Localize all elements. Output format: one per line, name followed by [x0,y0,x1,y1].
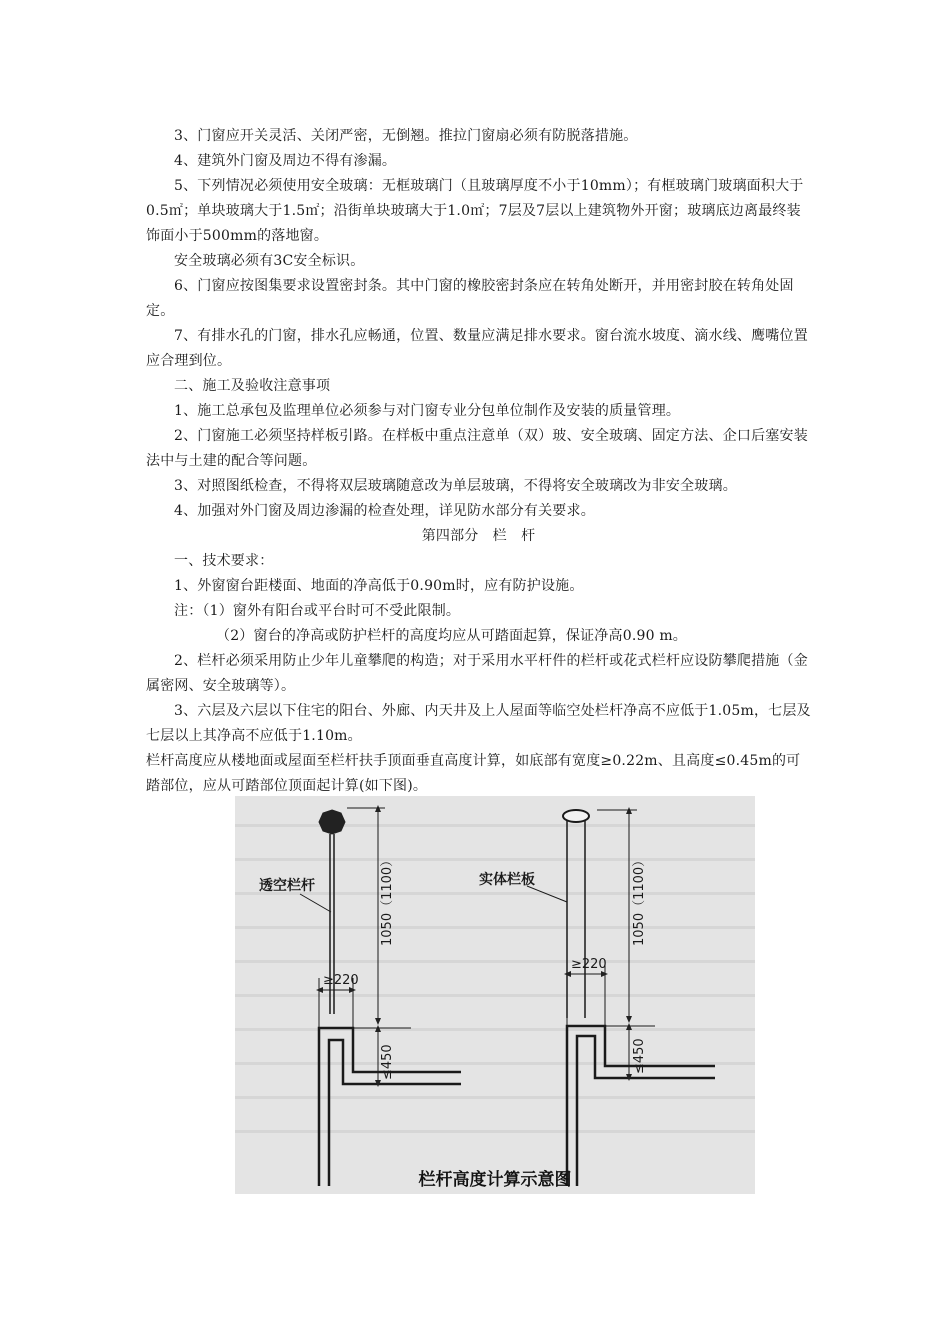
paragraph-5: 5、下列情况必须使用安全玻璃：无框玻璃门（且玻璃厚度不小于10mm）；有框玻璃门玻璃面积大于0.5㎡；单块玻璃大于1.5㎡；沿街单块玻璃大于1.0㎡；7层及7层以上建筑物外开窗；玻璃底边离最终装饰面小于500mm的落地窗。 [146,178,804,244]
paragraph-s2-4: 4、加强对外门窗及周边渗漏的检查处理，详见防水部分有关要求。 [174,503,595,519]
label-solid-panel: 实体栏板 [479,872,535,888]
dim-width-right: ≥220 [571,957,607,972]
note-2: （2）窗台的净高或防护栏杆的高度均应从可踏面起算，保证净高0.90 m。 [216,628,688,644]
paragraph-7: 7、有排水孔的门窗，排水孔应畅通，位置、数量应满足排水要求。窗台流水坡度、滴水线、鹰嘴位置应合理到位。 [146,328,808,369]
paragraph-t1-4: 栏杆高度应从楼地面或屋面至栏杆扶手顶面垂直高度计算，如底部有宽度≥0.22m、且高度≤0.45m的可踏部位，应从可踏部位顶面起计算(如下图)。 [146,753,801,794]
tech-heading: 一、技术要求： [174,553,274,569]
paragraph-4: 4、建筑外门窗及周边不得有渗漏。 [174,153,397,169]
paragraph-t1-3: 3、六层及六层以下住宅的阳台、外廊、内天井及上人屋面等临空处栏杆净高不应低于1.05m，七层及七层以上其净高不应低于1.10m。 [146,703,811,744]
part-heading: 第四部分 栏 杆 [421,528,536,544]
paragraph-5b: 安全玻璃必须有3C安全标识。 [174,253,365,269]
paragraph-s2-3: 3、对照图纸检查，不得将双层玻璃随意改为单层玻璃，不得将安全玻璃改为非安全玻璃。 [174,478,737,494]
paragraph-t1-2: 2、栏杆必须采用防止少年儿童攀爬的构造；对于采用水平杆件的栏杆或花式栏杆应设防攀爬措施（金属密网、安全玻璃等）。 [146,653,808,694]
section-heading-2: 二、施工及验收注意事项 [174,378,331,394]
background-texture [235,824,755,1133]
dim-width-left: ≥220 [323,973,359,988]
note-1: 注：（1）窗外有阳台或平台时可不受此限制。 [174,603,461,619]
railing-post-cap-icon [319,810,345,834]
railing-diagram [235,796,755,1194]
paragraph-s2-2: 2、门窗施工必须坚持样板引路。在样板中重点注意单（双）玻、安全玻璃、固定方法、企口后塞安装法中与土建的配合等问题。 [146,428,808,469]
label-open-railing: 透空栏杆 [259,878,315,894]
paragraph-3: 3、门窗应开关灵活、关闭严密，无倒翘。推拉门窗扇必须有防脱落措施。 [174,128,638,144]
solid-panel-drawing [527,810,715,1186]
figure-caption: 栏杆高度计算示意图 [418,1170,572,1190]
paragraph-t1-1: 1、外窗窗台距楼面、地面的净高低于0.90m时，应有防护设施。 [174,578,584,594]
dim-height-right: 1050（1100） [632,853,647,946]
dim-step-left: ≤450 [380,1044,395,1080]
paragraph-s2-1: 1、施工总承包及监理单位必须参与对门窗专业分包单位制作及安装的质量管理。 [174,403,681,419]
dim-step-right: ≤450 [632,1038,647,1074]
dim-height-left: 1050（1100） [380,853,395,946]
paragraph-6: 6、门窗应按图集要求设置密封条。其中门窗的橡胶密封条应在转角处断开，并用密封胶在转角处固定。 [146,278,794,319]
